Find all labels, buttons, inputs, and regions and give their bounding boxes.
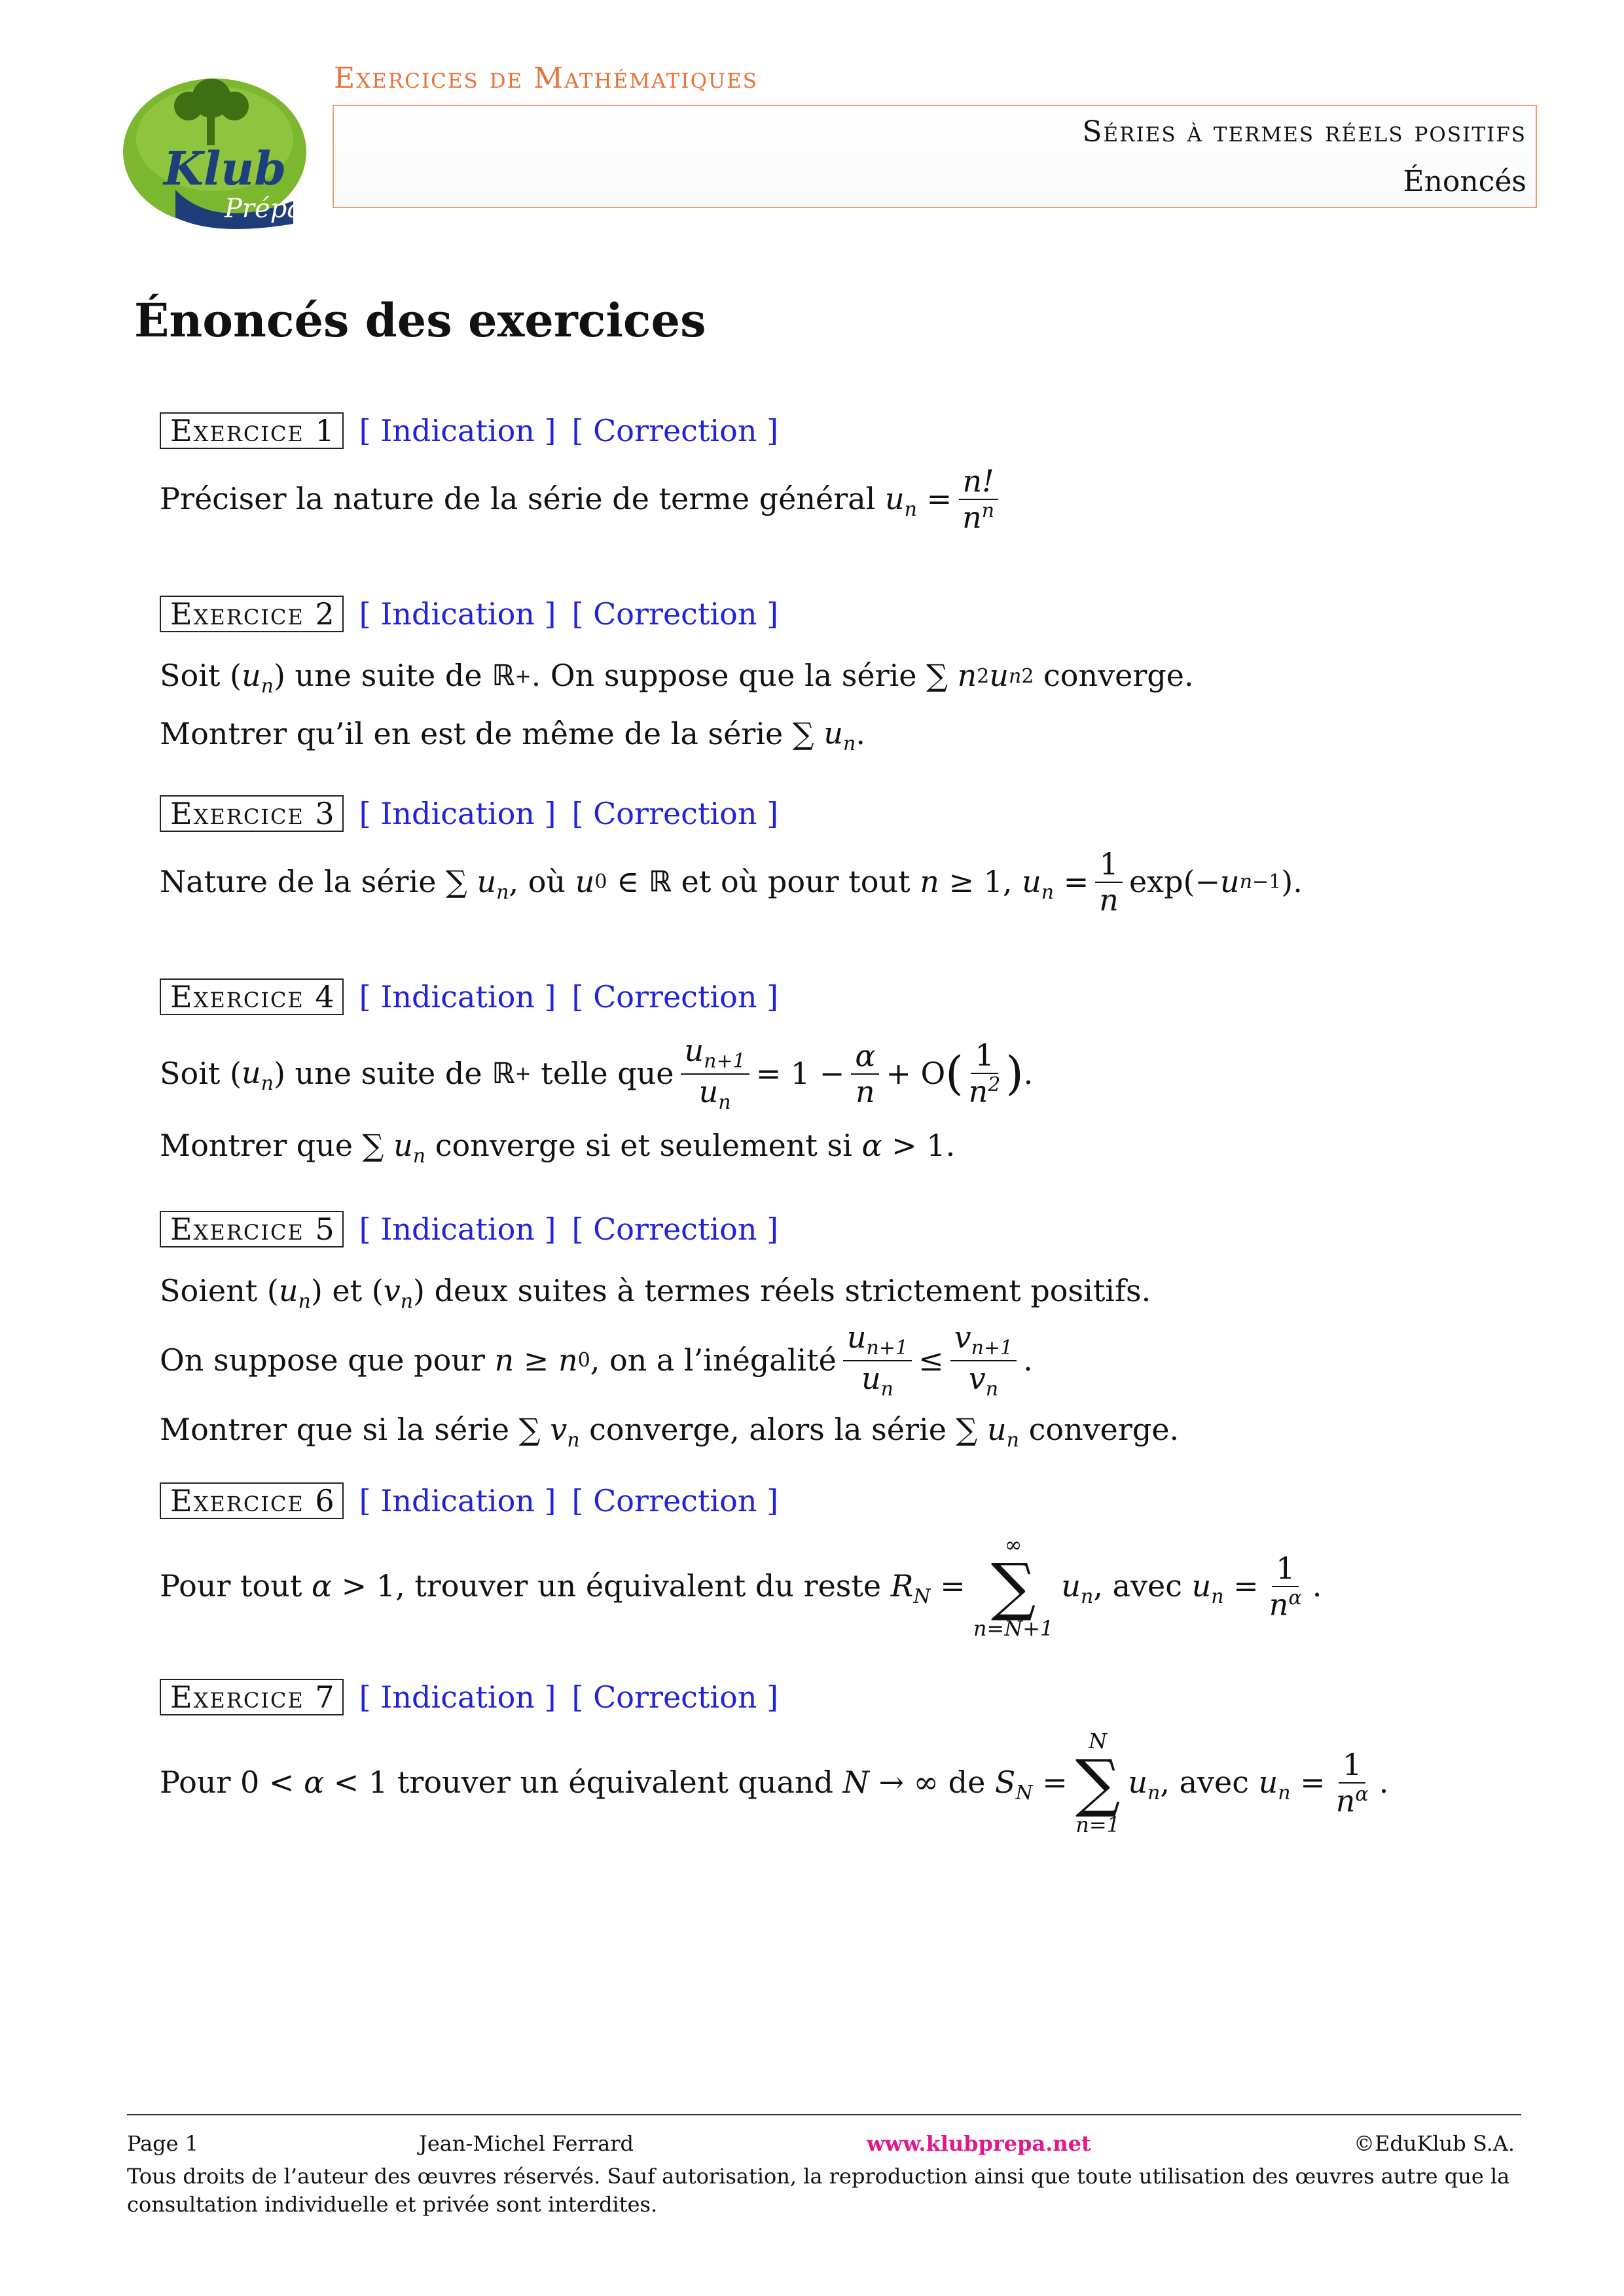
indication-link[interactable]: [ Indication ] [359, 1483, 556, 1518]
indication-link[interactable]: [ Indication ] [359, 596, 556, 632]
exercise-statement: Pour 0 < α < 1 trouver un équivalent quand N → ∞ de $S_N$ = N ∑ n=1 $u_n$ , avec $u_n$ = $\frac{1}{n^\alpha}$ . [160, 1729, 1389, 1837]
svg-text:Klub: Klub [164, 141, 287, 196]
chapter-title: Séries à termes réels positifs [1082, 115, 1526, 149]
copyright: ©EduKlub S.A. [1354, 2131, 1515, 2156]
exercise-label: Exercice 6 [160, 1482, 344, 1519]
exercise-label: Exercice 2 [160, 596, 344, 632]
copyright-notice: Tous droits de l’auteur des œuvres réservés. Sauf autorisation, la reproduction ainsi que toute utilisation des œuvres autre que la consultation individuelle et privée sont interdites. [127, 2164, 1510, 2217]
exercise-statement: Préciser la nature de la série de terme général $u_n$ = $\frac{n!}{n^n}$ [160, 464, 1567, 535]
exercise-label: Exercice 7 [160, 1679, 344, 1715]
indication-link[interactable]: [ Indication ] [359, 796, 556, 831]
section-title: Énoncés des exercices [134, 293, 706, 348]
page-number: Page 1 [127, 2131, 199, 2156]
exercise-4 [160, 975, 1567, 1175]
svg-text:Prépa: Prépa [225, 194, 303, 224]
exercise-1 [160, 409, 1567, 535]
indication-link[interactable]: [ Indication ] [359, 1679, 556, 1715]
exercise-statement: Soit ( $u_n$ ) une suite de ℝ + telle que $\frac{u_{n+1}}{u_n}$ = 1 − $\frac{\alpha}{n}$ + O ( $\frac{1}{n^2}$ ) . Montrer que ∑ $u_n$ converge si et seulement si α > 1. [160, 1032, 1034, 1168]
author: Jean-Michel Ferrard [419, 2131, 634, 2156]
indication-link[interactable]: [ Indication ] [359, 1211, 556, 1247]
exercise-label: Exercice 3 [160, 795, 344, 832]
exercise-label: Exercice 4 [160, 978, 344, 1015]
website-link[interactable]: www.klubprepa.net [867, 2131, 1091, 2156]
exercise-statement: Soient ( $u_n$ ) et ( $v_n$ ) deux suites à termes réels strictement positifs. On suppose que pour n ≥ n 0 , on a l’inégalité $\frac{u_{n+1}}{u_n}$ ≤ $\frac{v_{n+1}}{v_n}$ . Montrer que si la série ∑ $v_n$ converge, alors la série ∑ $u_n$ converge. [160, 1273, 1180, 1452]
header-title: Exercices de Mathématiques [334, 62, 759, 95]
exercise-7 [160, 1676, 1567, 1835]
exercise-2 [160, 592, 1567, 762]
correction-link[interactable]: [ Correction ] [571, 796, 779, 831]
exercise-5 [160, 1208, 1567, 1459]
footer-divider [127, 2114, 1521, 2115]
exercise-label: Exercice 5 [160, 1211, 344, 1247]
correction-link[interactable]: [ Correction ] [571, 979, 779, 1014]
exercise-statement: Soit ( $u_n$ ) une suite de ℝ + . On suppose que la série ∑ n 2 u n 2 converge. Montrer qu’il en est de même de la série ∑ $u_n$ . [160, 658, 1194, 756]
exercise-statement: Pour tout α > 1 , trouver un équivalent du reste $R_N$ = ∞ ∑ n=N+1 $u_n$ , avec $u_n$ = $\frac{1}{n^\alpha}$ . [160, 1532, 1322, 1641]
header-box [333, 105, 1537, 208]
correction-link[interactable]: [ Correction ] [571, 1483, 779, 1518]
indication-link[interactable]: [ Indication ] [359, 413, 556, 448]
exercise-statement: Nature de la série ∑ $u_n$ , où u 0 ∈ ℝ et où pour tout n ≥ 1, $u_n$ = $\frac{1}{n}$ exp(− u n−1 ). [160, 846, 1303, 918]
correction-link[interactable]: [ Correction ] [571, 596, 779, 632]
correction-link[interactable]: [ Correction ] [571, 1211, 779, 1247]
correction-link[interactable]: [ Correction ] [571, 413, 779, 448]
exercise-3 [160, 792, 1567, 918]
correction-link[interactable]: [ Correction ] [571, 1679, 779, 1715]
exercise-label: Exercice 1 [160, 412, 344, 449]
klub-prepa-logo [117, 60, 313, 230]
exercise-6 [160, 1479, 1567, 1639]
chapter-subtitle: Énoncés [1403, 165, 1526, 198]
indication-link[interactable]: [ Indication ] [359, 979, 556, 1014]
